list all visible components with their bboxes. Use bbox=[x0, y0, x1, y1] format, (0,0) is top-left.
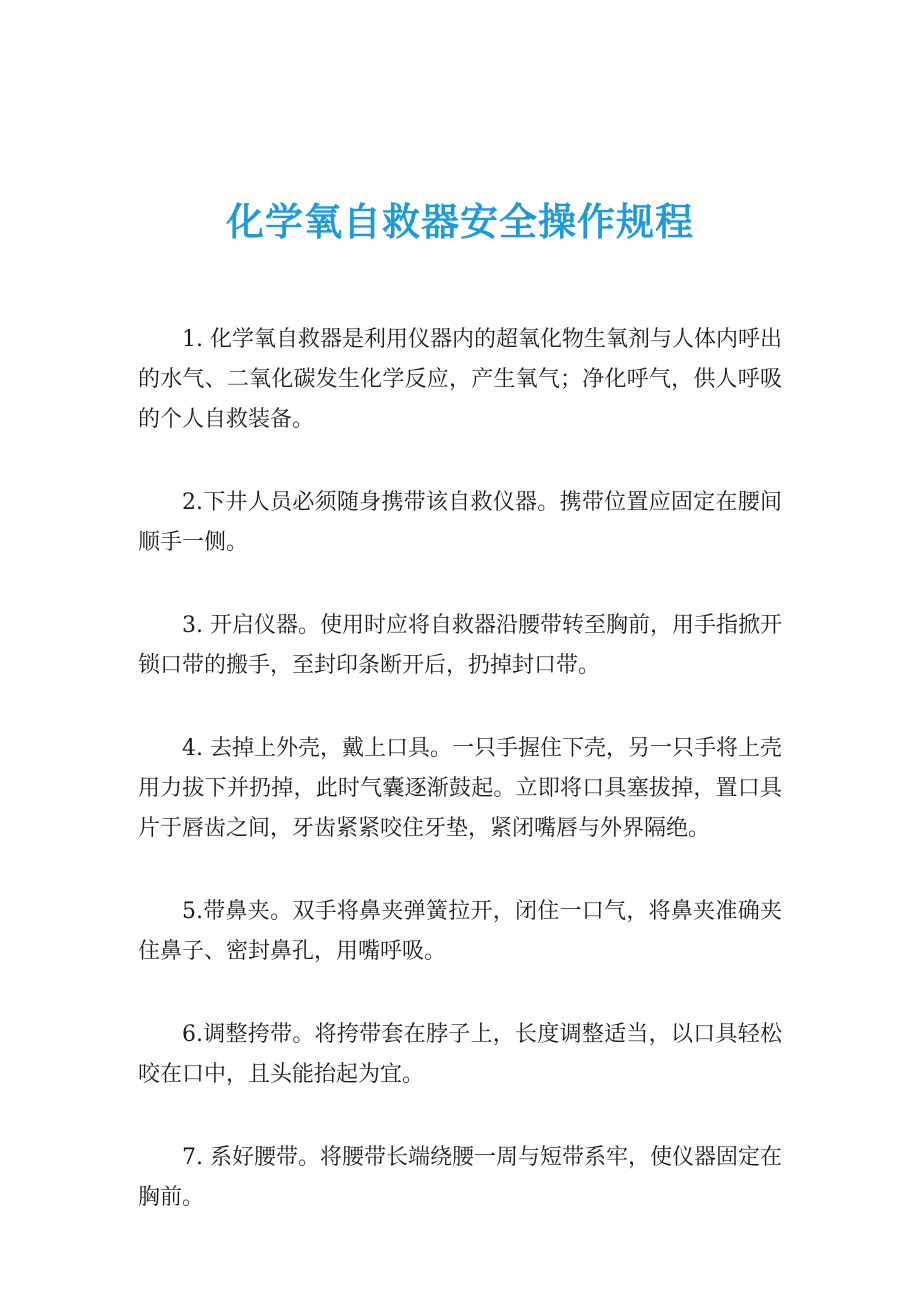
paragraph-4: 4. 去掉上外壳，戴上口具。一只手握住下壳，另一只手将上壳用力拔下并扔掉，此时气囊逐渐鼓起。立即将口具塞拔掉，置口具片于唇齿之间，牙齿紧紧咬住牙垫，紧闭嘴唇与外界隔绝。 bbox=[138, 736, 782, 841]
paragraph-5: 5.带鼻夹。双手将鼻夹弹簧拉开，闭住一口气，将鼻夹准确夹住鼻子、密封鼻孔，用嘴呼吸。 bbox=[138, 899, 782, 964]
paragraph-6: 6.调整挎带。将挎带套在脖子上，长度调整适当，以口具轻松咬在口中，且头能抬起为宜。 bbox=[138, 1022, 782, 1087]
paragraph-2: 2.下井人员必须随身携带该自救仪器。携带位置应固定在腰间顺手一侧。 bbox=[138, 490, 782, 555]
paragraph-1: 1. 化学氧自救器是利用仪器内的超氧化物生氧剂与人体内呼出的水气、二氧化碳发生化学反应，产生氧气；净化呼气，供人呼吸的个人自救装备。 bbox=[138, 327, 782, 432]
page-title: 化学氧自救器安全操作规程 bbox=[225, 200, 694, 244]
paragraph-3: 3. 开启仪器。使用时应将自救器沿腰带转至胸前，用手指掀开锁口带的搬手，至封印条断开后，扔掉封口带。 bbox=[138, 613, 782, 678]
paragraph-7: 7. 系好腰带。将腰带长端绕腰一周与短带系牢，使仪器固定在胸前。 bbox=[138, 1145, 782, 1210]
document-body bbox=[138, 320, 782, 1261]
